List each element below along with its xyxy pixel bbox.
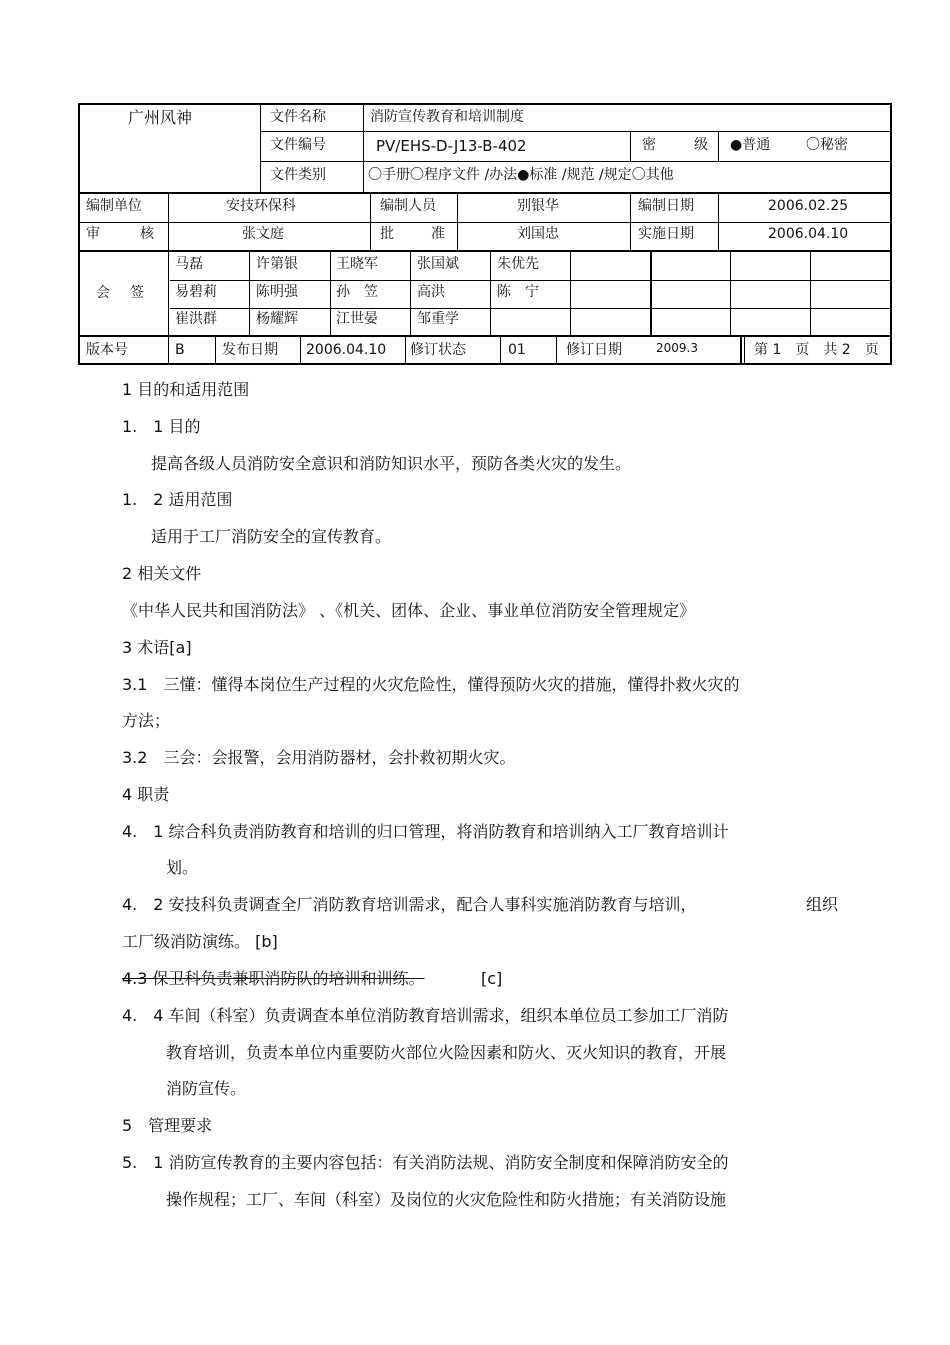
signer: 孙 笠 xyxy=(336,284,378,300)
doc-no-label: 文件编号 xyxy=(270,137,326,153)
document-header-table xyxy=(78,103,892,365)
paragraph: 操作规程；工厂、车间（科室）及岗位的火灾危险性和防火措施；有关消防设施 xyxy=(166,1190,727,1209)
paragraph: 教育培训，负责本单位内重要防火部位火险因素和防火、灭火知识的教育，开展 xyxy=(166,1043,727,1062)
paragraph: 3.2 三会：会报警，会用消防器材，会扑救初期火灾。 xyxy=(122,748,516,767)
review-label-2: 核 xyxy=(140,226,154,242)
signer: 陈 宁 xyxy=(497,284,539,300)
approver: 刘国忠 xyxy=(517,226,559,242)
comment-marker: [c] xyxy=(481,969,503,988)
deleted-paragraph: 4.3 保卫科负责兼职消防队的培训和训练。 xyxy=(122,969,425,988)
paragraph: 适用于工厂消防安全的宣传教育。 xyxy=(151,527,392,546)
section-heading: 3 术语[a] xyxy=(122,638,192,657)
paragraph: 方法； xyxy=(122,711,171,730)
paragraph: 5. 1 消防宣传教育的主要内容包括：有关消防法规、消防安全制度和保障消防安全的 xyxy=(122,1153,729,1172)
date: 2006.02.25 xyxy=(768,198,849,214)
publish-label: 发布日期 xyxy=(222,342,278,358)
revdate: 2009.3 xyxy=(656,341,698,355)
paragraph: 4. 2 安技科负责调查全厂消防教育培训需求，配合人事科实施消防教育与培训， xyxy=(122,895,697,914)
revision: 01 xyxy=(508,342,526,358)
paragraph: 3.1 三懂：懂得本岗位生产过程的火灾危险性，懂得预防火灾的措施，懂得扑救火灾的 xyxy=(122,675,740,694)
section-heading: 5 管理要求 xyxy=(122,1116,213,1135)
paragraph: 《中华人民共和国消防法》 、《机关、团体、企业、事业单位消防安全管理规定》 xyxy=(122,601,696,620)
approve-label-1: 批 xyxy=(380,226,394,242)
doc-name: 消防宣传教育和培训制度 xyxy=(370,109,524,125)
signer: 陈明强 xyxy=(256,284,298,300)
signer: 崔洪群 xyxy=(175,311,217,327)
paragraph: 划。 xyxy=(166,858,199,877)
company-name: 广州风神 xyxy=(128,108,193,127)
signer: 杨耀辉 xyxy=(256,311,298,327)
paragraph: 工厂级消防演练。 [b] xyxy=(122,932,278,951)
impl-date: 2006.04.10 xyxy=(768,226,849,242)
signer: 易碧莉 xyxy=(175,284,217,300)
signer: 许第银 xyxy=(256,256,298,272)
paragraph: 组织 xyxy=(806,895,839,914)
signer: 高洪 xyxy=(417,284,445,300)
dept-label: 编制单位 xyxy=(86,198,142,214)
author: 别银华 xyxy=(517,198,559,214)
paragraph: 4. 1 综合科负责消防教育和培训的归口管理，将消防教育和培训纳入工厂教育培训计 xyxy=(122,822,729,841)
date-label: 编制日期 xyxy=(638,198,694,214)
secret-secret: 〇秘密 xyxy=(806,137,848,153)
secret-label-2: 级 xyxy=(694,137,708,153)
paragraph: 提高各级人员消防安全意识和消防知识水平，预防各类火灾的发生。 xyxy=(151,454,632,473)
review-label-1: 审 xyxy=(86,226,100,242)
paragraph: 4. 4 车间（科室）负责调查本单位消防教育培训需求，组织本单位员工参加工厂消防 xyxy=(122,1006,729,1025)
page-info: 第 1 页 共 2 页 xyxy=(754,342,879,358)
doc-type-value: 〇手册〇程序文件 /办法●标准 /规范 /规定〇其他 xyxy=(368,167,674,183)
approve-label-2: 准 xyxy=(431,226,445,242)
subsection-heading: 1. 1 目的 xyxy=(122,417,201,436)
subsection-heading: 1. 2 适用范围 xyxy=(122,490,233,509)
section-heading: 4 职责 xyxy=(122,785,170,804)
sign-label-1: 会 xyxy=(96,285,110,301)
revdate-label: 修订日期 xyxy=(566,342,622,358)
signer: 朱优先 xyxy=(497,256,539,272)
signer: 马磊 xyxy=(175,256,203,272)
publish-date: 2006.04.10 xyxy=(306,342,387,358)
doc-no: PV/EHS-D-J13-B-402 xyxy=(376,137,527,155)
section-heading: 1 目的和适用范围 xyxy=(122,380,250,399)
dept: 安技环保科 xyxy=(226,198,296,214)
signer: 江世晏 xyxy=(336,311,378,327)
signer: 邹重学 xyxy=(417,311,459,327)
version-label: 版本号 xyxy=(86,342,128,358)
secret-normal: ●普通 xyxy=(730,137,771,153)
doc-type-label: 文件类别 xyxy=(270,167,326,183)
paragraph: 消防宣传。 xyxy=(166,1079,247,1098)
version: B xyxy=(175,342,185,358)
doc-name-label: 文件名称 xyxy=(270,109,326,125)
sign-label-2: 签 xyxy=(130,285,144,301)
revision-label: 修订状态 xyxy=(410,342,466,358)
reviewer: 张文庭 xyxy=(242,226,284,242)
author-label: 编制人员 xyxy=(380,198,436,214)
signer: 张国斌 xyxy=(417,256,459,272)
secret-label-1: 密 xyxy=(642,137,656,153)
impl-label: 实施日期 xyxy=(638,226,694,242)
signer: 王晓军 xyxy=(336,256,378,272)
section-heading: 2 相关文件 xyxy=(122,564,202,583)
